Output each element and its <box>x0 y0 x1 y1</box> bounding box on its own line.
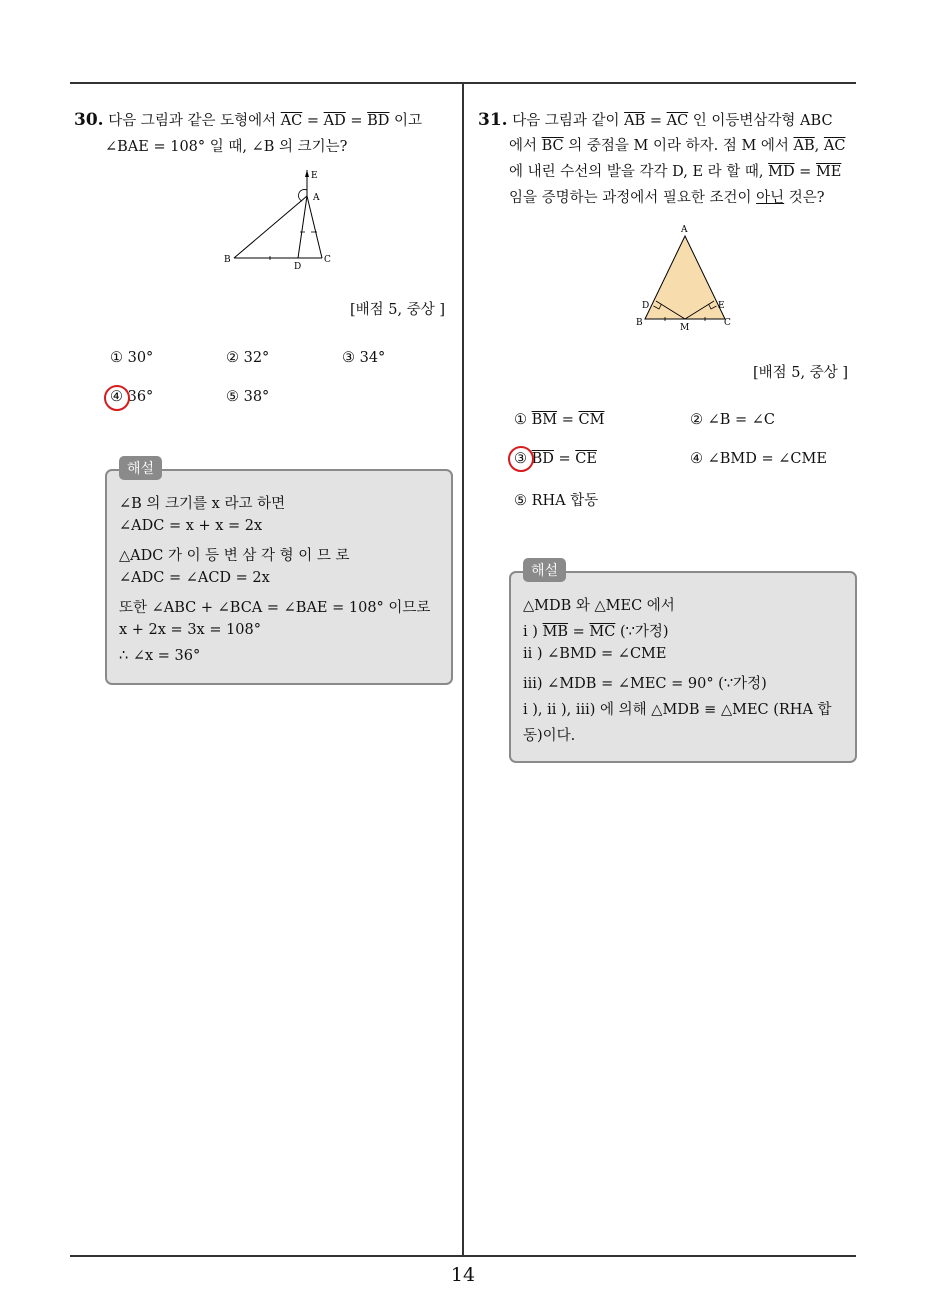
q31-solution-line: iii) ∠MDB = ∠MEC = 90° (∵가정) <box>523 676 767 692</box>
q30-solution-line: ∠B 의 크기를 x 라고 하면 <box>119 496 286 512</box>
q31-figure <box>630 222 740 334</box>
label-e: E <box>311 171 318 181</box>
column-divider <box>462 82 464 1256</box>
q30-solution-line: ∠ADC = x + x = 2x <box>119 518 263 534</box>
q30-option-2[interactable]: ② 32° <box>226 350 270 366</box>
q30-solution-line: △ADC 가 이 등 변 삼 각 형 이 므 로 <box>119 548 350 564</box>
q31-line1: 31. 다음 그림과 같이 $\overline{AB} = \overline{AC}$ 인 이등변삼각형 ABC <box>478 110 833 130</box>
q31-meta: [배점 5, 중상 ] <box>753 365 849 381</box>
q31-solution-line: ii ) ∠BMD = ∠CME <box>523 646 667 662</box>
q31-option-1[interactable]: ① $\overline{BM} = \overline{CM}$ <box>514 412 605 428</box>
q31-solution-line: △MDB 와 △MEC 에서 <box>523 598 675 614</box>
q30-solution-tab: 해설 <box>119 456 162 480</box>
q30-number: 30. <box>74 110 104 130</box>
segment-bd: $\overline{BD}$ <box>367 113 390 129</box>
label-a: A <box>681 225 688 235</box>
q30-line1: 30. 다음 그림과 같은 도형에서 $\overline{AC} = \overline{AD} = \overline{BD}$ 이고 <box>74 110 423 130</box>
label-d: D <box>642 301 650 311</box>
q31-option-2[interactable]: ② ∠B = ∠C <box>690 412 776 428</box>
answer-mark-circle <box>104 385 130 411</box>
q31-option-4[interactable]: ④ ∠BMD = ∠CME <box>690 451 827 467</box>
q31-line3: 에 내린 수선의 발을 각각 D, E 라 할 때, $\overline{MD} = \overline{ME}$ <box>509 164 842 180</box>
q31-line4: 임을 증명하는 과정에서 필요한 조건이 아닌 것은? <box>509 190 825 206</box>
q31-solution-box <box>509 571 857 763</box>
q31-option-3[interactable]: ③ $\overline{BD} = \overline{CE}$ <box>514 451 597 467</box>
label-m: M <box>680 323 690 333</box>
label-c: C <box>324 255 331 265</box>
q30-figure <box>222 166 342 274</box>
page-number: 14 <box>450 1264 476 1286</box>
q30-option-5[interactable]: ⑤ 38° <box>226 389 270 405</box>
label-b: B <box>636 318 643 328</box>
q30-option-1[interactable]: ① 30° <box>110 350 154 366</box>
q30-solution-line: x + 2x = 3x = 108° <box>119 622 262 638</box>
segment-ac: $\overline{AC}$ <box>280 113 303 129</box>
label-a: A <box>313 193 320 203</box>
q30-line2: ∠BAE = 108° 일 때, ∠B 의 크기는? <box>105 139 348 155</box>
label-d: D <box>294 262 302 272</box>
q30-option-3[interactable]: ③ 34° <box>342 350 386 366</box>
q30-option-4[interactable]: ④ 36° <box>110 389 154 405</box>
label-b: B <box>224 255 231 265</box>
q31-number: 31. <box>478 110 508 130</box>
q31-option-5[interactable]: ⑤ RHA 합동 <box>514 493 599 509</box>
q30-solution-line: 또한 ∠ABC + ∠BCA = ∠BAE = 108° 이므로 <box>119 600 431 616</box>
q31-solution-line: i ), ii ), iii) 에 의해 △MDB ≡ △MEC (RHA 합 <box>523 702 832 718</box>
q31-solution-line: 동)이다. <box>523 728 576 744</box>
q30-meta: [배점 5, 중상 ] <box>350 302 446 318</box>
segment-ad: $\overline{AD}$ <box>323 113 346 129</box>
q30-solution-line: ∴ ∠x = 36° <box>119 648 201 664</box>
label-c: C <box>724 318 731 328</box>
q30-solution-line: ∠ADC = ∠ACD = 2x <box>119 570 270 586</box>
q30-solution-box <box>105 469 453 685</box>
label-e: E <box>718 301 725 311</box>
answer-mark-circle <box>508 446 534 472</box>
q31-solution-tab: 해설 <box>523 558 566 582</box>
q31-line2: 에서 $\overline{BC}$ 의 중점을 M 이라 하자. 점 M 에서 $\overline{AB}$, $\overline{AC}$ <box>509 138 846 154</box>
q31-solution-line: i ) $\overline{MB} = \overline{MC}$ (∵가정) <box>523 624 669 640</box>
